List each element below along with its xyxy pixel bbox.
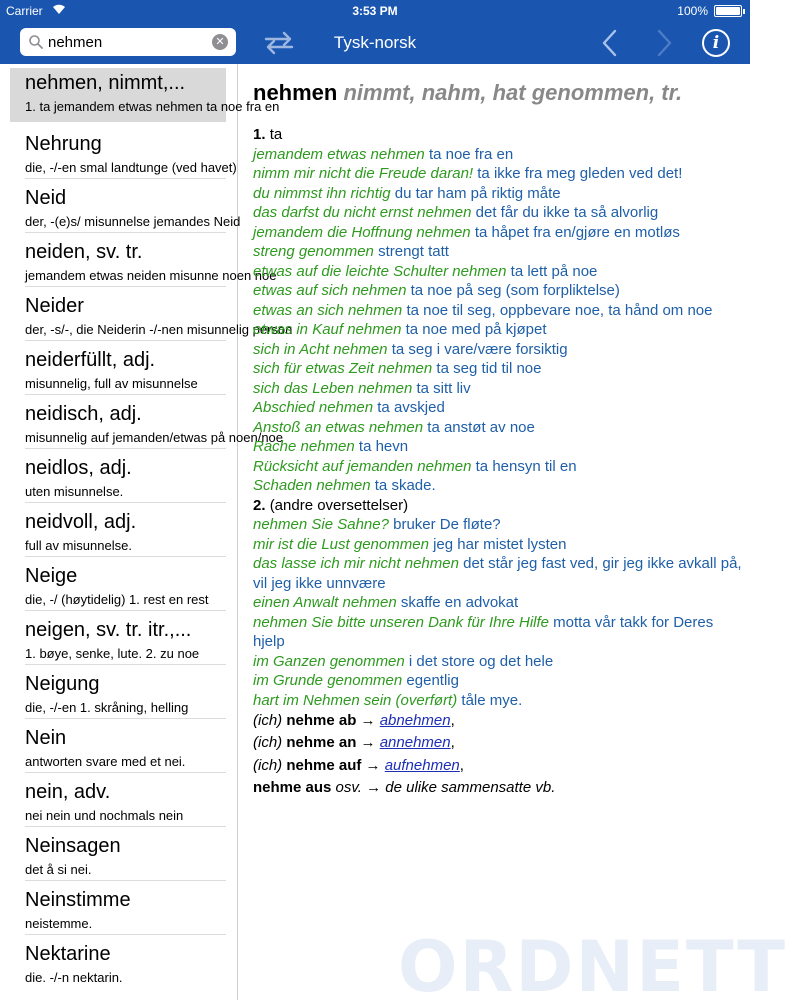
ref-prefix: (ich): [253, 712, 283, 729]
example-line: [253, 418, 743, 438]
ref-link[interactable]: aufnehmen: [384, 756, 460, 774]
headword: nehmen: [253, 80, 338, 105]
german-phrase: du nimmst ihn richtig: [253, 184, 391, 202]
example-line: [253, 515, 743, 535]
forward-chevron-icon[interactable]: [652, 28, 676, 58]
example-line: [253, 671, 743, 691]
inflection: nimmt, nahm, hat genommen, tr.: [343, 80, 683, 105]
cross-reference: [253, 732, 743, 754]
sense-number: 1.: [253, 126, 266, 143]
back-chevron-icon[interactable]: [598, 28, 622, 58]
battery-percent: 100%: [677, 4, 708, 18]
list-item-title: Neider: [25, 295, 84, 317]
page-title: Tysk-norsk: [333, 33, 417, 52]
german-phrase: etwas in Kauf nehmen: [253, 321, 402, 338]
german-phrase: Schaden nehmen: [253, 477, 371, 494]
list-item-subtitle: der, -(e)s/ misunnelse jemandes Neid: [25, 214, 241, 229]
list-item[interactable]: [0, 611, 238, 665]
german-phrase: etwas auf die leichte Schulter nehmen: [253, 262, 507, 280]
list-item-title: neiderfüllt, adj.: [25, 349, 156, 371]
german-phrase: nehmen Sie Sahne?: [253, 516, 389, 533]
norwegian-translation: ta sitt liv: [416, 379, 471, 397]
info-icon[interactable]: i: [702, 29, 730, 57]
sense-examples: [253, 515, 743, 710]
example-line: [253, 437, 743, 457]
list-item-title: Neid: [25, 187, 67, 209]
list-item[interactable]: [0, 449, 238, 503]
norwegian-translation: du tar ham på riktig måte: [394, 184, 561, 202]
list-item-title: neidlos, adj.: [25, 457, 132, 479]
list-item-subtitle: full av misunnelse.: [25, 538, 132, 553]
list-item[interactable]: [0, 287, 293, 341]
norwegian-translation: ta skade.: [374, 477, 436, 494]
example-line: [253, 691, 743, 711]
clear-search-icon[interactable]: ✕: [212, 34, 228, 50]
list-item-title: neidisch, adj.: [25, 403, 142, 425]
norwegian-translation: ta noe til seg, oppbevare noe, ta hånd om noe: [406, 301, 713, 319]
norwegian-translation: ta noe på seg (som forpliktelse): [410, 282, 620, 299]
ref-prefix: (ich): [253, 734, 283, 752]
navigation-bar: [0, 22, 750, 64]
example-line: [253, 203, 743, 223]
list-item-subtitle: uten misunnelse.: [25, 484, 124, 499]
ref-verb: nehme an: [286, 734, 357, 752]
list-item-title: Neinstimme: [25, 889, 131, 911]
list-item-subtitle: die, -/-en 1. skråning, helling: [25, 700, 189, 715]
norwegian-translation: ta hevn: [358, 438, 409, 455]
example-line: [253, 164, 743, 184]
list-item[interactable]: [0, 665, 238, 719]
example-line: [253, 379, 743, 399]
german-phrase: einen Anwalt nehmen: [253, 594, 397, 611]
list-item-title: Nehrung: [25, 133, 102, 155]
example-line: [253, 535, 743, 555]
list-item[interactable]: [0, 233, 277, 287]
norwegian-translation: tåle mye.: [461, 691, 523, 709]
norwegian-translation: det står jeg fast ved, gir jeg ikke avkall på, vil jeg ikke unnvære: [253, 555, 742, 592]
german-phrase: streng genommen: [253, 243, 374, 260]
list-item[interactable]: [0, 503, 238, 557]
list-item[interactable]: [0, 935, 238, 989]
list-item-subtitle: misunnelig, full av misunnelse: [25, 376, 198, 391]
list-item[interactable]: [0, 827, 238, 881]
list-item-title: Neige: [25, 565, 78, 587]
entry-view: [253, 64, 787, 1008]
norwegian-translation: jeg har mistet lysten: [433, 535, 567, 553]
example-line: [253, 359, 743, 379]
sense-label: (andre oversettelser): [269, 496, 409, 514]
german-phrase: nimm mir nicht die Freude daran!: [253, 165, 474, 182]
list-item[interactable]: [0, 64, 280, 118]
norwegian-translation: motta vår takk for Deres hjelp: [253, 613, 714, 650]
ref-note: osv. → de ulike sammensatte vb.: [335, 779, 556, 797]
example-line: [253, 554, 743, 593]
list-item-subtitle: misunnelig auf jemanden/etwas på noen/noe: [25, 430, 284, 445]
list-item-title: Neinsagen: [25, 835, 121, 857]
norwegian-translation: det får du ikke ta så alvorlig: [475, 204, 659, 221]
status-bar: [0, 0, 750, 22]
norwegian-translation: bruker De fløte?: [393, 516, 501, 533]
list-item-subtitle: 1. bøye, senke, lute. 2. zu noe: [25, 646, 200, 661]
list-item[interactable]: [0, 881, 238, 935]
ordnett-watermark: ORDNETT: [398, 926, 787, 1008]
cross-reference: [253, 777, 743, 799]
list-item-subtitle: der, -s/-, die Neiderin -/-nen misunnelig person: [25, 322, 293, 337]
sense-number: 2.: [253, 496, 266, 514]
example-line: [253, 184, 743, 204]
ref-verb: nehme aus: [253, 779, 332, 797]
german-phrase: sich das Leben nehmen: [253, 379, 413, 397]
norwegian-translation: ta seg tid til noe: [436, 360, 542, 377]
ref-link[interactable]: abnehmen: [379, 712, 451, 729]
list-item-subtitle: neistemme.: [25, 916, 93, 931]
norwegian-translation: ta noe fra en: [428, 145, 514, 163]
sense-heading: [253, 496, 743, 516]
german-phrase: Abschied nehmen: [253, 399, 374, 416]
example-line: [253, 398, 743, 418]
arrow-icon: →: [365, 756, 381, 774]
ref-verb: nehme ab: [286, 712, 357, 729]
example-line: [253, 320, 743, 340]
list-item-title: Neigung: [25, 673, 100, 695]
example-line: [253, 242, 743, 262]
norwegian-translation: ta hensyn til en: [475, 457, 577, 475]
ref-punct: ,: [450, 734, 455, 752]
example-line: [253, 262, 743, 282]
list-item-title: nein, adv.: [25, 781, 111, 803]
example-line: [253, 145, 743, 165]
list-item-title: neiden, sv. tr.: [25, 241, 143, 263]
example-line: [253, 593, 743, 613]
list-item-subtitle: det å si nei.: [25, 862, 92, 877]
norwegian-translation: ta lett på noe: [510, 262, 598, 280]
list-item-title: Nein: [25, 727, 67, 749]
list-item-subtitle: die, -/ (høytidelig) 1. rest en rest: [25, 592, 209, 607]
norwegian-translation: i det store og det hele: [408, 652, 554, 670]
german-phrase: nehmen Sie bitte unseren Dank für Ihre Hilfe: [253, 613, 549, 631]
norwegian-translation: egentlig: [406, 672, 459, 689]
german-phrase: etwas auf sich nehmen: [253, 282, 407, 299]
norwegian-translation: strengt tatt: [378, 243, 449, 260]
list-item[interactable]: [0, 341, 238, 395]
list-item-subtitle: nei nein und nochmals nein: [25, 808, 184, 823]
list-item-subtitle: die. -/-n nektarin.: [25, 970, 123, 985]
norwegian-translation: skaffe en advokat: [400, 594, 519, 611]
list-item-subtitle: die, -/-en smal landtunge (ved havet): [25, 160, 237, 175]
german-phrase: hart im Nehmen sein (overført): [253, 691, 458, 709]
battery-icon: [714, 5, 742, 17]
list-item-subtitle: 1. ta jemandem etwas nehmen ta noe fra en: [25, 99, 280, 114]
list-item[interactable]: [0, 773, 238, 827]
german-phrase: Anstoß an etwas nehmen: [253, 418, 424, 436]
cross-reference: [253, 710, 743, 732]
ref-prefix: (ich): [253, 756, 283, 774]
norwegian-translation: ta avskjed: [377, 399, 445, 416]
german-phrase: etwas an sich nehmen: [253, 301, 403, 319]
german-phrase: Rücksicht auf jemanden nehmen: [253, 457, 472, 475]
german-phrase: sich für etwas Zeit nehmen: [253, 360, 433, 377]
list-item-title: neigen, sv. tr. itr.,...: [25, 619, 192, 641]
clock: 3:53 PM: [352, 4, 398, 18]
list-item-subtitle: jemandem etwas neiden misunne noen noe: [25, 268, 277, 283]
german-phrase: jemandem etwas nehmen: [253, 145, 425, 163]
sense-examples: [253, 145, 743, 496]
ref-verb: nehme auf: [286, 756, 362, 774]
example-line: [253, 301, 743, 321]
german-phrase: im Ganzen genommen: [253, 652, 405, 670]
example-line: [253, 652, 743, 672]
list-item-title: Nektarine: [25, 943, 111, 965]
german-phrase: das lasse ich mir nicht nehmen: [253, 555, 459, 572]
german-phrase: Rache nehmen: [253, 438, 355, 455]
list-item[interactable]: [0, 179, 241, 233]
german-phrase: das darfst du nicht ernst nehmen: [253, 204, 472, 221]
ref-link[interactable]: annehmen: [379, 734, 451, 752]
ref-punct: ,: [459, 756, 464, 774]
german-phrase: jemandem die Hoffnung nehmen: [253, 223, 471, 241]
norwegian-translation: ta seg i vare/være forsiktig: [391, 340, 568, 358]
list-item[interactable]: [0, 557, 238, 611]
cross-reference: [253, 755, 743, 777]
arrow-icon: →: [360, 712, 376, 729]
sense-heading: [253, 125, 743, 145]
list-item[interactable]: [0, 125, 238, 179]
german-phrase: mir ist die Lust genommen: [253, 535, 429, 553]
german-phrase: im Grunde genommen: [253, 672, 403, 689]
german-phrase: sich in Acht nehmen: [253, 340, 388, 358]
example-line: [253, 223, 743, 243]
sense-label: ta: [269, 126, 283, 143]
norwegian-translation: ta anstøt av noe: [427, 418, 535, 436]
carrier-label: Carrier: [6, 4, 43, 18]
arrow-icon: →: [360, 734, 376, 752]
norwegian-translation: ta noe med på kjøpet: [405, 321, 547, 338]
entry-body: [253, 125, 743, 800]
list-item-title: nehmen, nimmt,...: [25, 72, 186, 94]
list-item[interactable]: [0, 719, 238, 773]
entry-headword: [253, 80, 682, 106]
example-line: [253, 340, 743, 360]
ref-punct: ,: [450, 712, 455, 729]
example-line: [253, 457, 743, 477]
norwegian-translation: ta håpet fra en/gjøre en motløs: [474, 223, 680, 241]
list-item-subtitle: antworten svare med et nei.: [25, 754, 186, 769]
norwegian-translation: ta ikke fra meg gleden ved det!: [477, 165, 683, 182]
list-item-title: neidvoll, adj.: [25, 511, 137, 533]
example-line: [253, 476, 743, 496]
list-item[interactable]: [0, 395, 284, 449]
example-line: [253, 281, 743, 301]
example-line: [253, 613, 743, 652]
